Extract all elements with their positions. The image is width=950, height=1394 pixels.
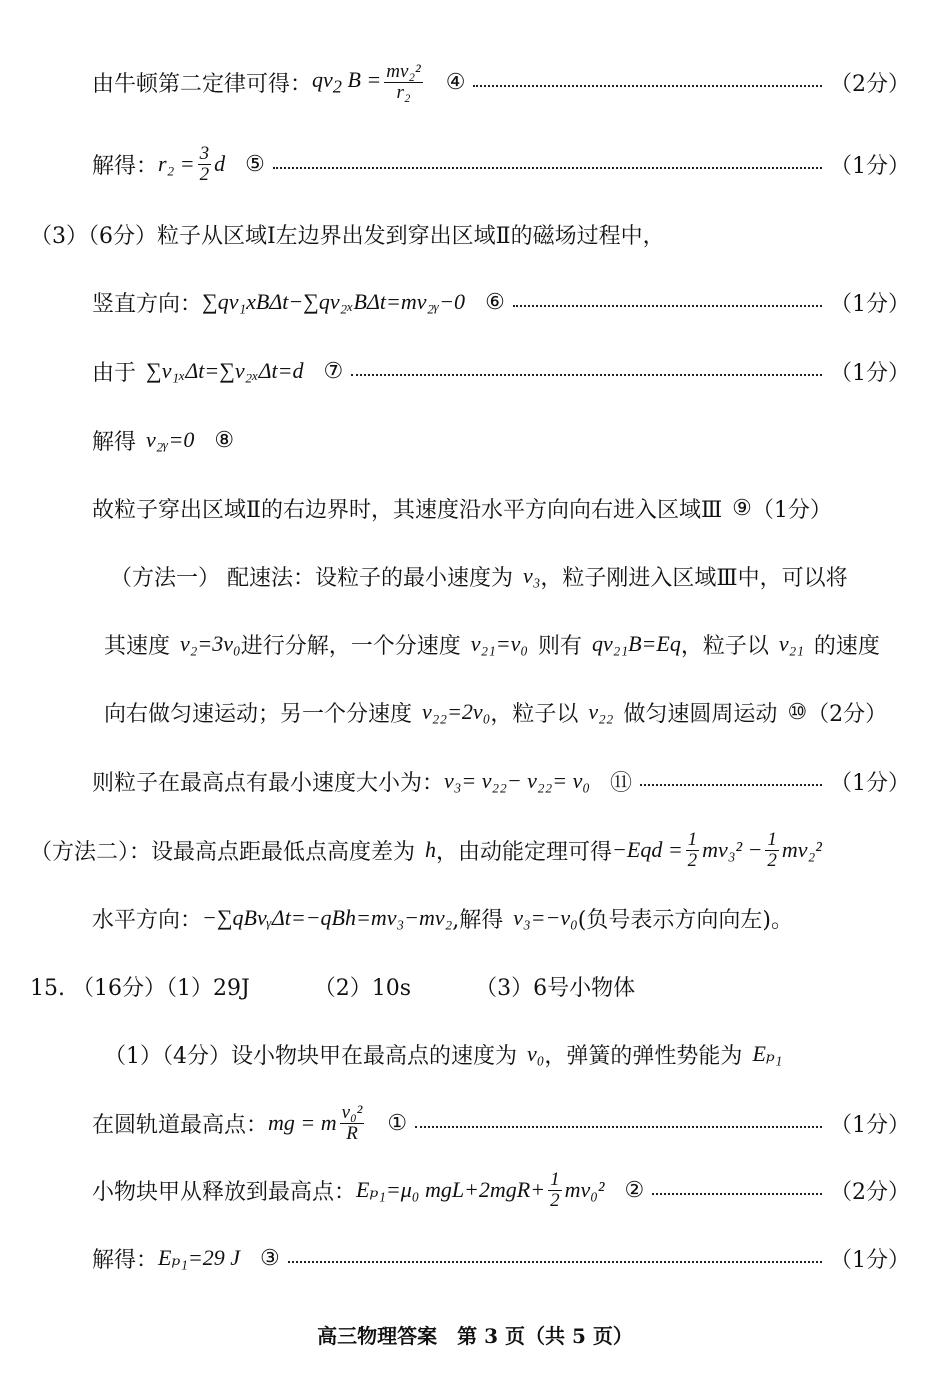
line-text: 解得	[92, 429, 137, 455]
fraction-numerator: mv₂²	[386, 60, 421, 82]
score-label: （1分）	[830, 153, 910, 179]
line-text: ，弹簧的弹性势能为	[544, 1043, 743, 1069]
equation: mv₂²	[781, 837, 822, 862]
equation-number: ④	[445, 69, 466, 95]
eq-line-vertical	[0, 284, 950, 320]
dot-leader	[473, 85, 822, 87]
answer-part: 15. （16分）（1）29J	[30, 975, 250, 1001]
dot-leader	[273, 167, 822, 169]
line-text: ，粒子刚进入区域Ⅲ中，可以将	[540, 565, 848, 591]
equation: v₂₂	[588, 699, 614, 724]
eq-line-energy	[0, 1167, 950, 1213]
equation-number: ①	[387, 1110, 408, 1136]
line-text: 竖直方向：	[92, 291, 203, 317]
equation-number: ⑪	[610, 770, 633, 796]
answer-part: （3）6号小物体	[475, 975, 636, 1001]
equation: qv₂₁B=Eq	[592, 631, 681, 656]
equation: d	[214, 151, 226, 176]
section-3-heading	[0, 216, 950, 252]
equation: r₂ =	[158, 151, 195, 176]
line-text: 则有	[538, 633, 583, 659]
score-label: （1分）	[830, 1247, 910, 1273]
line-text: ，粒子以	[490, 701, 579, 727]
fraction-denominator: 2	[550, 1189, 560, 1211]
line-text: (负号表示方向向左)。	[577, 907, 793, 933]
line-text: 的速度	[813, 633, 880, 659]
eq-part: B =	[347, 66, 382, 92]
fraction-denominator: r₂	[396, 81, 411, 103]
line-text: 解得：	[92, 153, 159, 179]
line-text: ，由动能定理可得	[436, 839, 613, 865]
equation: mg = m	[268, 1110, 337, 1135]
fraction-numerator: 1	[767, 828, 777, 850]
equation-number: ⑨	[732, 495, 752, 521]
score-label: （1分）	[830, 360, 910, 386]
dot-leader	[288, 1261, 822, 1263]
dot-leader	[513, 305, 822, 307]
eq-part: qv	[312, 66, 333, 92]
fraction-numerator: 3	[199, 142, 210, 164]
score-label: （2分）	[807, 701, 888, 727]
equation: v₃	[523, 563, 541, 588]
eq-line-top-of-loop	[0, 1098, 950, 1148]
equation: h	[425, 837, 437, 862]
equation: v₃=−v₀	[513, 905, 578, 930]
method-1-line-1	[0, 558, 950, 594]
line-text: 进行分解，一个分速度	[240, 633, 461, 659]
eq-subscript: 2	[332, 76, 342, 97]
equation: Eₚ₁=μ₀ mgL+2mgR+	[356, 1177, 546, 1202]
equation: ∑qv₁xBΔt−∑qv₂ₓBΔt=mv₂ᵧ−0	[202, 289, 466, 314]
equation: v₂₁	[778, 631, 804, 656]
equation: −∑qBvᵧΔt=−qBh=mv₃−mv₂	[202, 905, 453, 930]
fraction-denominator: 2	[199, 163, 210, 185]
fraction-numerator: 1	[687, 828, 698, 850]
line-text: （方法一） 配速法：设粒子的最小速度为	[110, 565, 513, 591]
text-line-exit	[0, 490, 950, 526]
eq-line-r2	[0, 142, 950, 186]
eq-line-since	[0, 353, 950, 389]
fraction-numerator: 1	[550, 1168, 560, 1190]
line-text: 在圆轨道最高点：	[92, 1112, 269, 1138]
equation: mv₀²	[564, 1177, 605, 1202]
score-label: （1分）	[830, 770, 910, 796]
equation: ∑v₁ₓΔt=∑v₂ₓΔt=d	[146, 358, 304, 383]
fraction	[198, 144, 212, 185]
equation: Eₚ₁=29 J	[158, 1245, 241, 1270]
method-2-line-1	[0, 826, 950, 874]
score-label: （2分）	[830, 1179, 910, 1205]
line-text: ,解得	[452, 907, 504, 933]
fraction-numerator: v₀²	[341, 1101, 363, 1123]
fraction-denominator: 2	[687, 849, 698, 871]
equation: Eₚ₁	[752, 1041, 783, 1066]
equation-number: ⑩	[787, 699, 808, 725]
equation: v₂ᵧ=0	[146, 427, 195, 452]
dot-leader	[652, 1193, 822, 1195]
fraction	[765, 830, 779, 871]
equation-number: ⑤	[245, 151, 265, 177]
equation-number: ⑧	[214, 427, 235, 453]
line-text: （方法二）：设最高点距最低点高度差为	[30, 839, 416, 865]
page-footer: 高三物理答案 第 3 页（共 5 页）	[317, 1324, 633, 1348]
line-text: （3）（6分）粒子从区域Ⅰ左边界出发到穿出区域Ⅱ的磁场过程中，	[30, 223, 665, 249]
line-text: （1）（4分）设小物块甲在最高点的速度为	[104, 1043, 517, 1069]
equation: v₂₁=v₀	[470, 631, 529, 656]
dot-leader	[351, 374, 822, 376]
equation: v₀	[527, 1041, 545, 1066]
line-text: 则粒子在最高点有最小速度大小为：	[92, 770, 445, 796]
equation: −Eqd =	[612, 837, 683, 862]
fraction	[548, 1170, 562, 1211]
answer-part: （2）10s	[313, 975, 412, 1001]
fraction-denominator: 2	[767, 849, 777, 871]
equation	[312, 67, 381, 97]
fraction	[340, 1103, 365, 1144]
equation: v₂=3v₀	[180, 631, 241, 656]
eq-line-newton	[0, 60, 950, 104]
line-text: 向右做匀速运动；另一个分速度	[104, 701, 413, 727]
method-1-line-3	[0, 694, 950, 730]
line-text: 由于	[92, 360, 137, 386]
line-text: ，粒子以	[680, 633, 769, 659]
method-1-line-2	[0, 626, 950, 662]
equation-number: ②	[624, 1177, 645, 1203]
line-text: 做匀速圆周运动	[623, 701, 778, 727]
fraction-denominator: R	[346, 1122, 358, 1144]
equation-number: ⑦	[323, 358, 344, 384]
equation: mv₃² −	[702, 837, 763, 862]
method-2-line-2	[0, 900, 950, 936]
line-text: 水平方向：	[92, 907, 203, 933]
fraction	[686, 830, 700, 871]
q15-part1-intro	[0, 1036, 950, 1072]
equation: v₂₂=2v₀	[422, 699, 491, 724]
line-text: 由牛顿第二定律可得：	[92, 71, 313, 97]
equation-number: ③	[260, 1245, 280, 1271]
fraction	[384, 62, 422, 103]
line-text: 故粒子穿出区域Ⅱ的右边界时，其速度沿水平方向向右进入区域Ⅲ	[92, 497, 723, 523]
eq-line-ep1-result	[0, 1240, 950, 1276]
eq-line-v2y	[0, 422, 950, 458]
score-label: （1分）	[830, 1112, 910, 1138]
dot-leader	[640, 784, 822, 786]
equation-number: ⑥	[485, 289, 505, 315]
question-15-header	[0, 968, 950, 1004]
score-label: （1分）	[751, 497, 832, 523]
score-label: （2分）	[830, 71, 910, 97]
score-label: （1分）	[830, 291, 910, 317]
equation: v₃= v₂₂− v₂₂= v₀	[444, 768, 591, 793]
method-1-result	[0, 763, 950, 799]
dot-leader	[415, 1126, 822, 1128]
line-text: 其速度	[104, 633, 171, 659]
line-text: 解得：	[92, 1247, 159, 1273]
line-text: 小物块甲从释放到最高点：	[92, 1179, 357, 1205]
